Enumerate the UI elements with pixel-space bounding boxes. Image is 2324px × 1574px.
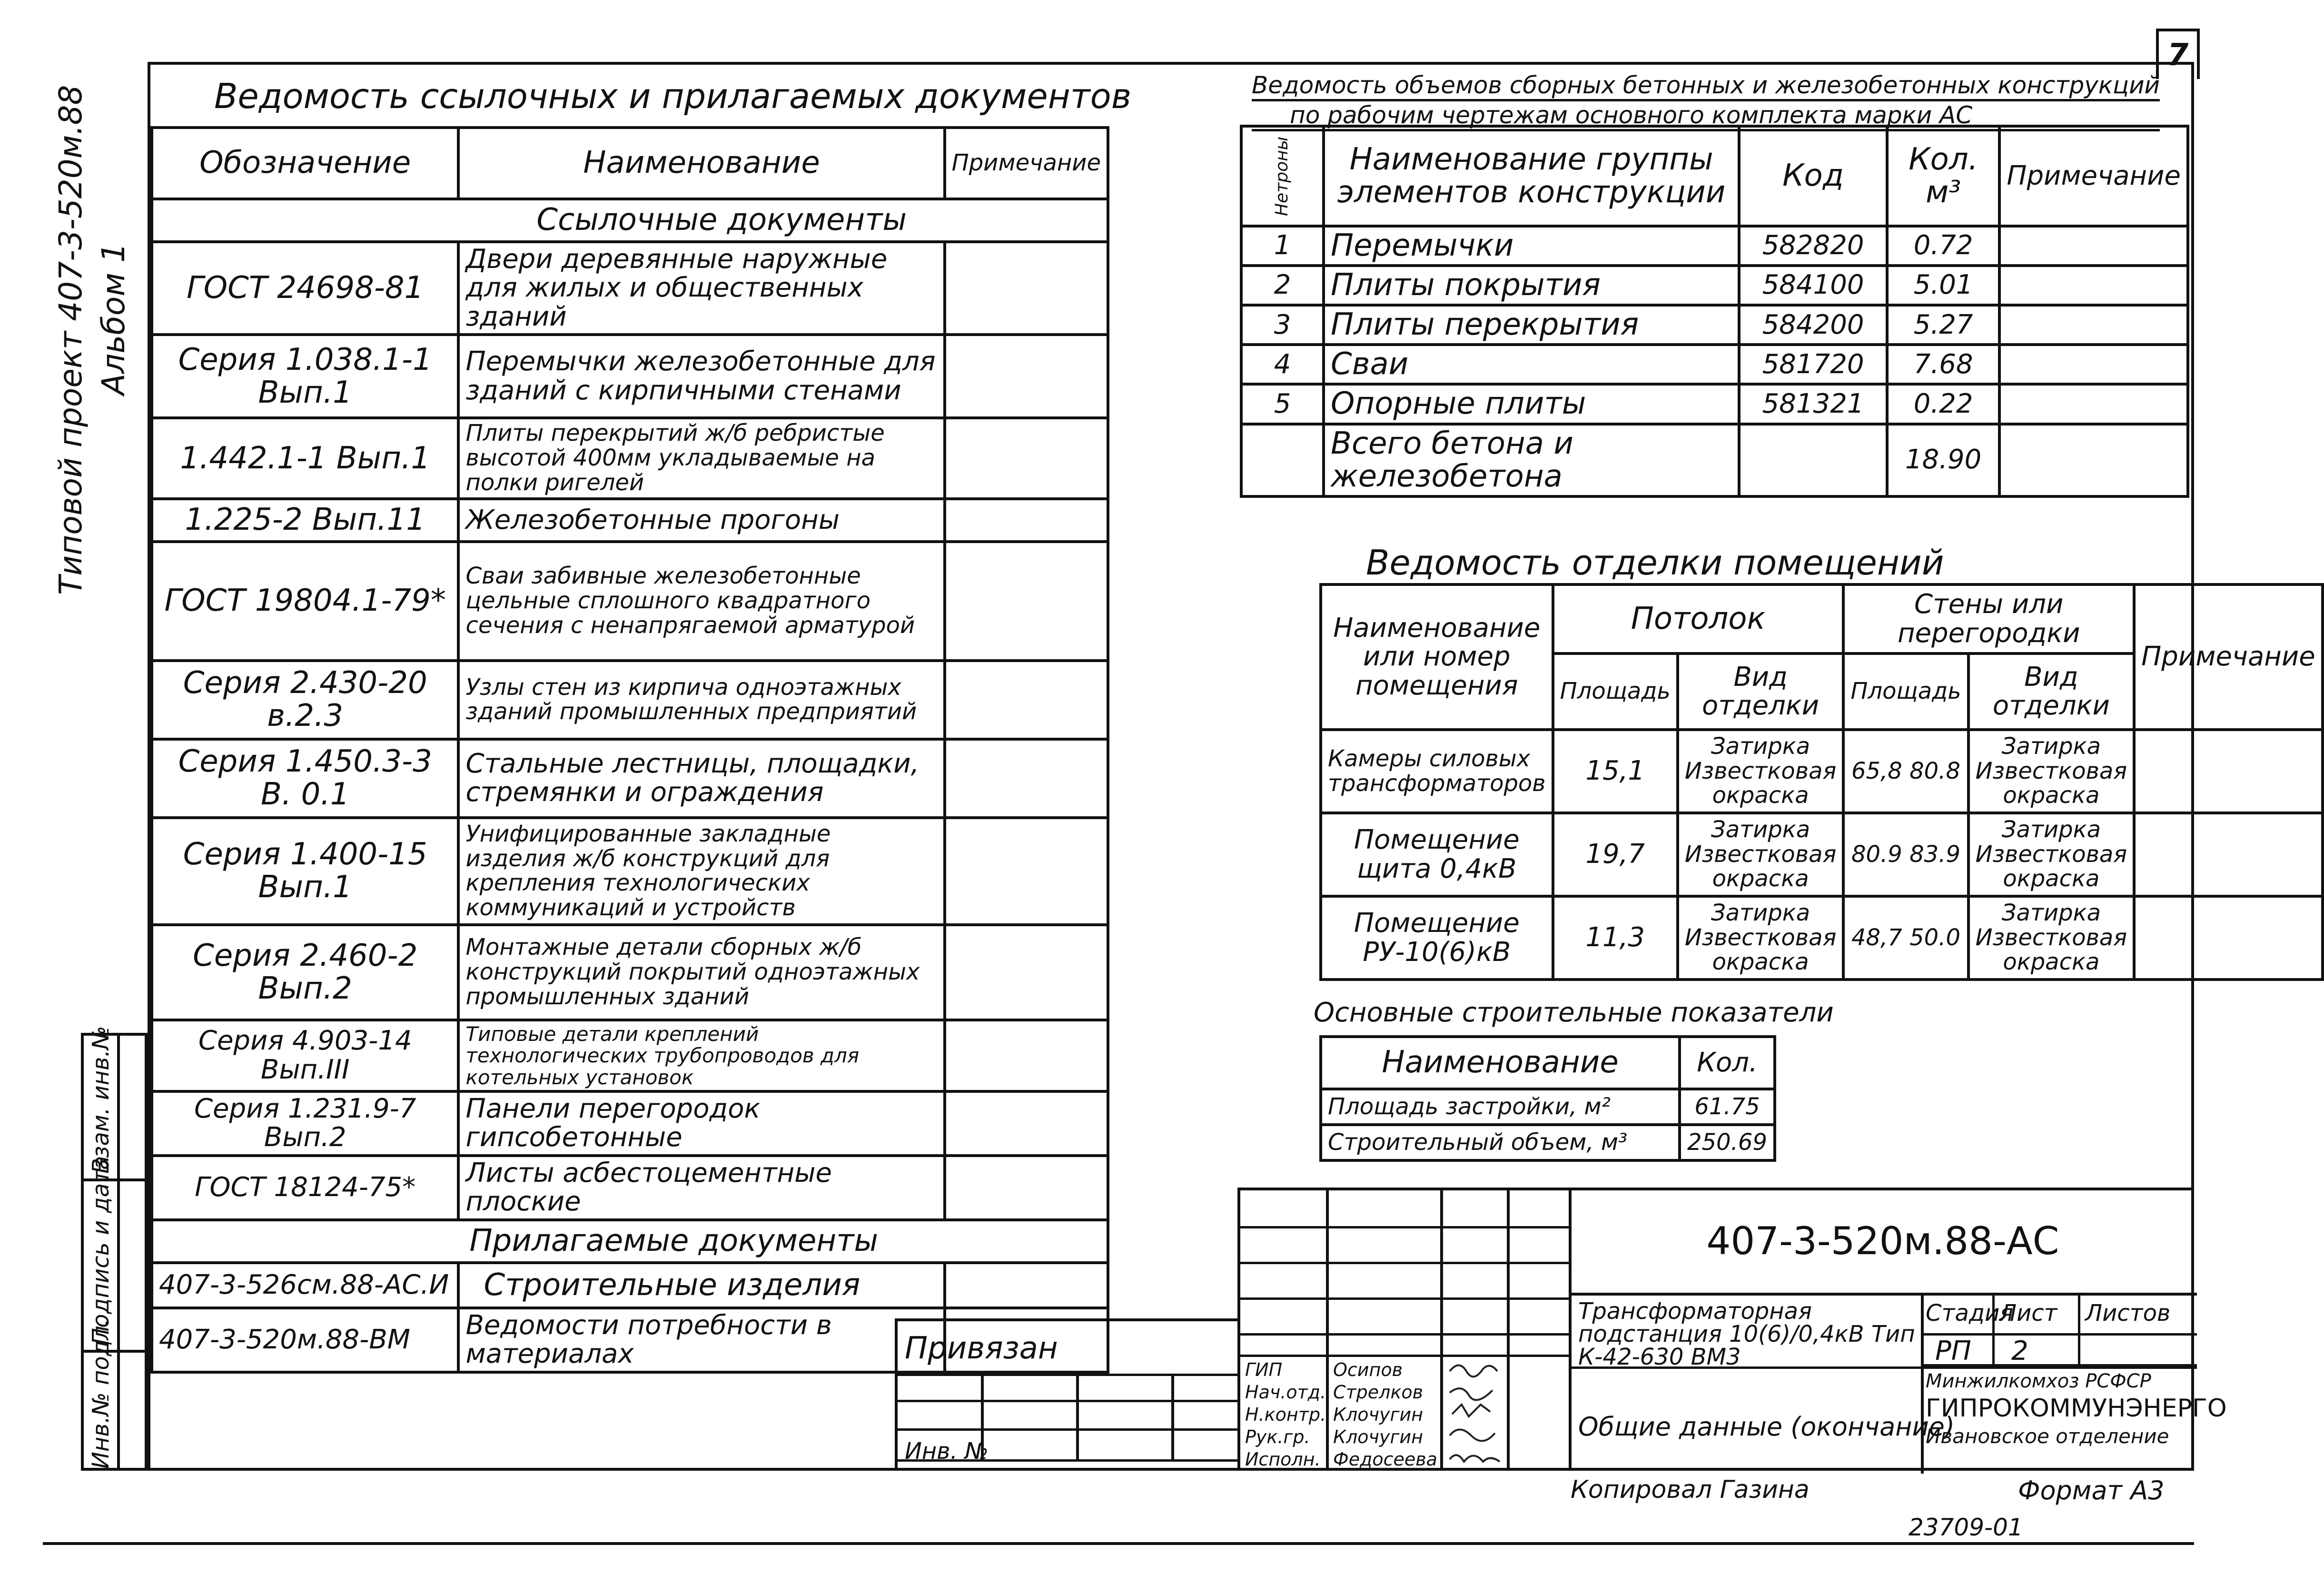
role-name: Федосеева [1333,1449,1437,1470]
doc-code: 407-3-520м.88-АС [1706,1219,2059,1263]
volume-code: 584100 [1739,266,1887,305]
finishing-w-area: 65,8 80.8 [1843,730,1968,813]
volumes-title-line1: Ведомость объемов сборных бетонных и железобетонных конструкций [1252,71,2160,101]
table-row [152,335,1108,418]
table-row [152,1020,1108,1091]
finishing-c-area: 11,3 [1553,896,1678,980]
signature-1 [1450,1366,1497,1377]
volume-total-label: Всего бетона и железобетона [1324,424,1739,496]
table-row [152,542,1108,661]
table-row [1241,345,2188,384]
refdoc-code: Серия 1.400-15 Вып.1 [152,818,458,925]
refdoc-name: Железобетонные прогоны [458,499,944,542]
signature-marks [1445,1357,1504,1471]
refdoc-name: Панели перегородок гипсобетонные [458,1091,944,1156]
stamp-cell-inv: Инв.№ подл. [88,1318,114,1469]
stage-label: Стадия [1926,1300,2014,1327]
signature-2 [1450,1388,1493,1400]
refdoc-code: ГОСТ 18124-75* [152,1156,458,1220]
table-row [1321,730,2323,813]
refdoc-name: Унифицированные закладные изделия ж/б конструкций для крепления технологических коммуникаций и устройств [458,818,944,925]
side-project-line2: Альбом 1 [95,242,132,395]
volumes-title [1252,71,2160,131]
role-label: Н.контр. [1245,1404,1326,1425]
finishing-w-area: 80.9 83.9 [1843,813,1968,896]
volume-qty: 0.72 [1887,226,1999,266]
volumes-header-code: Код [1739,126,1887,226]
finishing-header-w-kind: Вид отделки [1968,653,2135,730]
attdoc-name: Строительные изделия [458,1263,944,1308]
refdoc-name: Стальные лестницы, площадки, стремянки и ограждения [458,739,944,818]
indicator-qty: 250.69 [1680,1125,1775,1160]
finishing-header-w-area: Площадь [1843,653,1968,730]
finishing-c-area: 15,1 [1553,730,1678,813]
volume-code: 581720 [1739,345,1887,384]
refdoc-code: Серия 4.903-14 Вып.III [152,1020,458,1091]
table-row [152,1263,1108,1308]
refdoc-code: Серия 2.460-2 Вып.2 [152,925,458,1020]
refdoc-code: 1.225-2 Вып.11 [152,499,458,542]
role-name: Клочугин [1333,1426,1423,1447]
volume-qty: 0.22 [1887,384,1999,424]
table-row [1241,266,2188,305]
finishing-w-area: 48,7 50.0 [1843,896,1968,980]
volume-name: Сваи [1324,345,1739,384]
object-name: Трансформаторная подстанция 10(6)/0,4кВ Тип К-42-630 ВМ3 [1578,1298,1915,1370]
refdocs-section-ref: Ссылочные документы [152,199,1108,242]
inv-label: Инв. № [905,1438,989,1465]
side-project-line1: Типовой проект 407-3-520м.88 [52,85,89,595]
finishing-c-kind: Затирка Известковая окраска [1678,730,1844,813]
sheets-label: Листов [2085,1300,2171,1327]
volume-qty: 5.01 [1887,266,1999,305]
volume-name: Опорные плиты [1324,384,1739,424]
finishing-header-room: Наименование или номер помещения [1321,584,1553,730]
org-line3: Ивановское отделение [1926,1425,2169,1448]
stamp-cell-replace: Взам. инв.№ [88,1026,114,1174]
indicator-qty: 61.75 [1680,1089,1775,1125]
signature-5 [1450,1455,1500,1462]
table-row [1241,305,2188,345]
refdoc-code: Серия 1.450.3-3 В. 0.1 [152,739,458,818]
org-line2: ГИПРОКОММУНЭНЕРГО [1926,1394,2227,1423]
refdoc-name: Монтажные детали сборных ж/б конструкций покрытий одноэтажных промышленных зданий [458,925,944,1020]
volume-name: Плиты покрытия [1324,266,1739,305]
sheet-label: Лист [1999,1300,2057,1327]
refdoc-name: Двери деревянные наружные для жилых и общественных зданий [458,242,944,335]
role-label: Исполн. [1245,1449,1321,1470]
refdoc-code: ГОСТ 19804.1-79* [152,542,458,661]
volume-code: 582820 [1739,226,1887,266]
refdocs-header-code: Обозначение [152,128,458,199]
refdocs-section-att: Прилагаемые документы [152,1220,1108,1263]
finishing-table [1319,583,2324,981]
volume-n: 2 [1241,266,1324,305]
volume-total-qty: 18.90 [1887,424,1999,496]
table-row [152,242,1108,335]
finishing-title: Ведомость отделки помещений [1366,543,1944,583]
table-row [152,1091,1108,1156]
role-label: Нач.отд. [1245,1382,1326,1403]
volumes-header-n: Нетроны [1241,126,1324,226]
finishing-header-walls: Стены или перегородки [1843,584,2134,653]
table-row [1241,424,2188,496]
finishing-c-kind: Затирка Известковая окраска [1678,813,1844,896]
refdoc-code: 1.442.1-1 Вып.1 [152,418,458,498]
table-row [152,418,1108,498]
sheet-value: 2 [2011,1336,2028,1366]
attdoc-code: 407-3-520м.88-ВМ [152,1308,458,1372]
finishing-header-c-area: Площадь [1553,653,1678,730]
format-label: Формат А3 [2018,1475,2165,1505]
finishing-w-kind: Затирка Известковая окраска [1968,896,2135,980]
finishing-room: Помещение щита 0,4кВ [1321,813,1553,896]
indicator-name: Строительный объем, м³ [1321,1125,1680,1160]
volume-code: 581321 [1739,384,1887,424]
table-row [1321,813,2323,896]
refdoc-name: Узлы стен из кирпича одноэтажных зданий промышленных предприятий [458,661,944,739]
table-row [1241,226,2188,266]
stamp-cell-sign: Подпись и дата [88,1156,114,1345]
refdoc-code: Серия 2.430-20 в.2.3 [152,661,458,739]
attdoc-name: Ведомости потребности в материалах [458,1308,944,1372]
volumes-header-name: Наименование группы элементов конструкции [1324,126,1739,226]
indicators-table [1319,1035,1776,1162]
finishing-room: Камеры силовых трансформаторов [1321,730,1553,813]
sheet-name: Общие данные (окончание) [1578,1412,1955,1442]
volume-n: 5 [1241,384,1324,424]
signature-4 [1450,1430,1495,1441]
volume-n: 3 [1241,305,1324,345]
binding-stamp [81,1026,148,1471]
role-name: Клочугин [1333,1404,1423,1425]
finishing-header-ceiling: Потолок [1553,584,1844,653]
refdoc-name: Перемычки железобетонные для зданий с кирпичными стенами [458,335,944,418]
finishing-room: Помещение РУ-10(6)кВ [1321,896,1553,980]
table-row [1321,1089,1775,1125]
table-row [1241,384,2188,424]
table-row [152,925,1108,1020]
volume-name: Перемычки [1324,226,1739,266]
finishing-c-area: 19,7 [1553,813,1678,896]
volume-n: 4 [1241,345,1324,384]
role-label: ГИП [1245,1359,1283,1380]
refdocs-header-note: Примечание [945,128,1108,199]
role-label: Рук.гр. [1245,1426,1310,1447]
title-block [1237,1188,2227,1471]
finishing-header-note: Примечание [2134,584,2323,730]
finishing-w-kind: Затирка Известковая окраска [1968,813,2135,896]
privyazan-block [895,1318,1240,1471]
refdoc-name: Плиты перекрытий ж/б ребристые высотой 400мм укладываемые на полки ригелей [458,418,944,498]
table-row [152,661,1108,739]
left-border-line [43,1542,2194,1545]
table-row [152,499,1108,542]
table-row [152,739,1108,818]
table-row [152,818,1108,925]
table-row [1321,1125,1775,1160]
indicator-name: Площадь застройки, м² [1321,1089,1680,1125]
page-number: 7 [2156,29,2200,79]
stage-value: РП [1935,1336,1971,1366]
volume-qty: 5.27 [1887,305,1999,345]
indicators-header-qty: Кол. [1680,1037,1775,1089]
finishing-header-c-kind: Вид отделки [1678,653,1844,730]
volumes-header-note: Примечание [1999,126,2188,226]
refdoc-code: Серия 1.231.9-7 Вып.2 [152,1091,458,1156]
indicators-header-name: Наименование [1321,1037,1680,1089]
table-row [1321,896,2323,980]
volumes-title-line2: по рабочим чертежам основного комплекта марки АС [1252,101,2160,131]
refdocs-header-name: Наименование [458,128,944,199]
signature-3 [1452,1405,1490,1416]
refdoc-name: Типовые детали креплений технологических трубопроводов для котельных установок [458,1020,944,1091]
copied-by: Копировал Газина [1571,1475,1810,1504]
archive-number: 23709-01 [1909,1514,2023,1541]
volumes-table [1240,125,2189,498]
privyazan-label: Привязан [905,1331,1058,1366]
finishing-c-kind: Затирка Известковая окраска [1678,896,1844,980]
attdoc-code: 407-3-526см.88-АС.И [152,1263,458,1308]
refdocs-table [150,126,1109,1374]
refdocs-title: Ведомость ссылочных и прилагаемых документов [214,76,1132,116]
refdoc-code: ГОСТ 24698-81 [152,242,458,335]
volume-n: 1 [1241,226,1324,266]
volume-code: 584200 [1739,305,1887,345]
volume-name: Плиты перекрытия [1324,305,1739,345]
refdoc-name: Сваи забивные железобетонные цельные сплошного квадратного сечения с ненапрягаемой арматурой [458,542,944,661]
table-row [152,1156,1108,1220]
volumes-header-qty: Кол. м³ [1887,126,1999,226]
indicators-title: Основные строительные показатели [1314,997,1834,1028]
role-name: Стрелков [1333,1382,1424,1403]
refdoc-name: Листы асбестоцементные плоские [458,1156,944,1220]
org-line1: Минжилкомхоз РСФСР [1926,1370,2151,1392]
refdoc-code: Серия 1.038.1-1 Вып.1 [152,335,458,418]
finishing-w-kind: Затирка Известковая окраска [1968,730,2135,813]
volume-qty: 7.68 [1887,345,1999,384]
role-name: Осипов [1333,1359,1403,1380]
